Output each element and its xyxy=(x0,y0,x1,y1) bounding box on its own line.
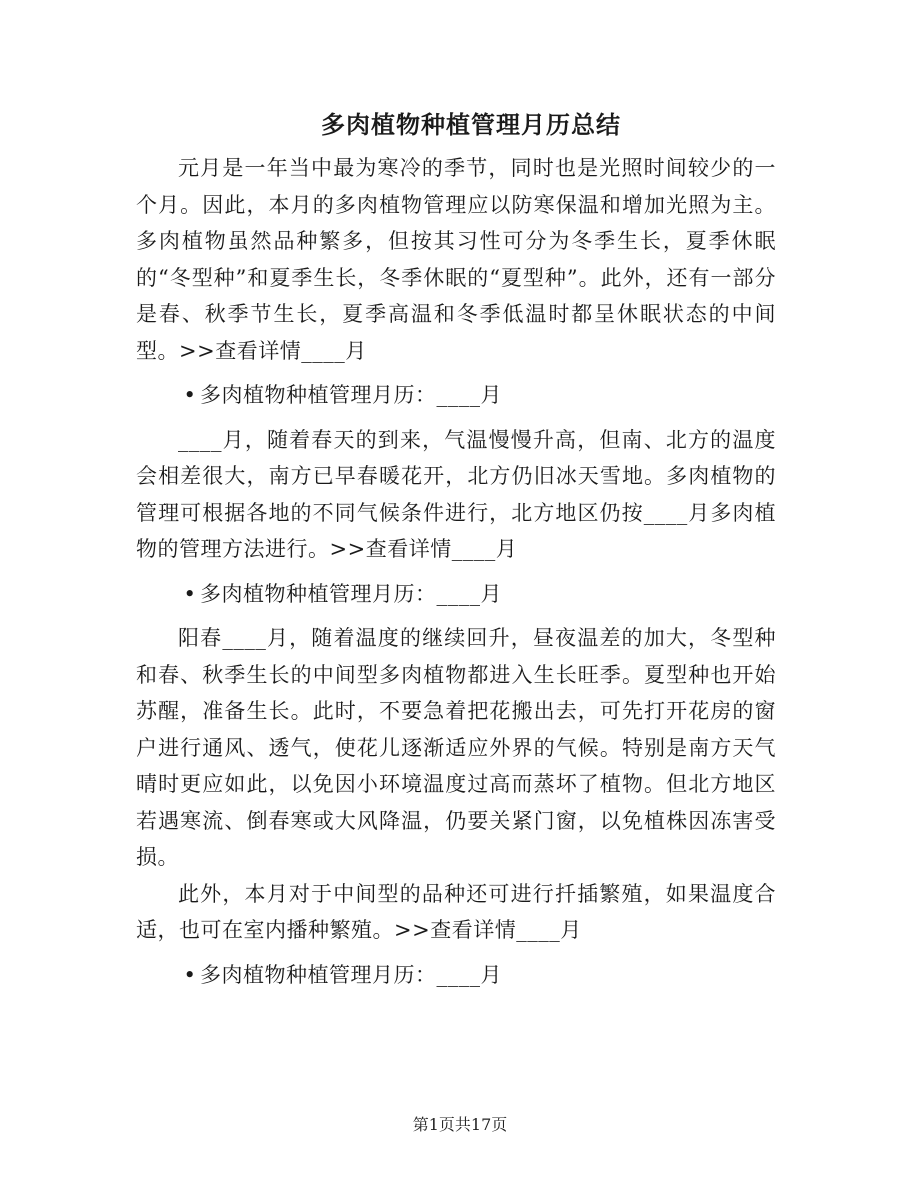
paragraph-3: 阳春____月，随着温度的继续回升，昼夜温差的加大，冬型种和春、秋季生长的中间型多肉植物都进入生长旺季。夏型种也开始苏醒，准备生长。此时，不要急着把花搬出去，可先打开花房的窗户进行通风、透气，使花儿逐渐适应外界的气候。特别是南方天气晴时更应如此，以免因小环境温度过高而蒸坏了植物。但北方地区若遇寒流、倒春寒或大风降温，仍要关紧门窗，以免植株因冻害受损。 xyxy=(136,626,776,869)
document-title: 多肉植物种植管理月历总结 xyxy=(321,110,621,139)
bullet-item-3 xyxy=(136,957,776,994)
document-body xyxy=(136,150,776,1001)
bullet-icon: • xyxy=(183,962,197,987)
bullet-item-1 xyxy=(136,377,776,414)
bullet-text: 多肉植物种植管理月历：____月 xyxy=(200,383,502,407)
paragraph-2: ____月，随着春天的到来，气温慢慢升高，但南、北方的温度会相差很大，南方已早春暖花开，北方仍旧冰天雪地。多肉植物的管理可根据各地的不同气候条件进行，北方地区仍按____月多肉植物的管理方法进行。>>查看详情____月 xyxy=(136,427,776,561)
bullet-text: 多肉植物种植管理月历：____月 xyxy=(200,581,502,606)
paragraph-1: 元月是一年当中最为寒冷的季节，同时也是光照时间较少的一个月。因此，本月的多肉植物管理应以防寒保温和增加光照为主。多肉植物虽然品种繁多，但按其习性可分为冬季生长，夏季休眠的“冬型种”和夏季生长，冬季休眠的“夏型种”。此外，还有一部分是春、秋季节生长，夏季高温和冬季低温时都呈休眠状态的中间型。>>查看详情____月 xyxy=(136,156,776,363)
paragraph-4: 此外，本月对于中间型的品种还可进行扦插繁殖，如果温度合适，也可在室内播种繁殖。>>查看详情____月 xyxy=(136,881,776,942)
bullet-text: 多肉植物种植管理月历：____月 xyxy=(200,962,502,987)
bullet-icon: • xyxy=(183,383,197,407)
page-number: 第1页共17页 xyxy=(412,1115,508,1134)
bullet-item-2 xyxy=(136,576,776,613)
bullet-icon: • xyxy=(183,581,197,606)
